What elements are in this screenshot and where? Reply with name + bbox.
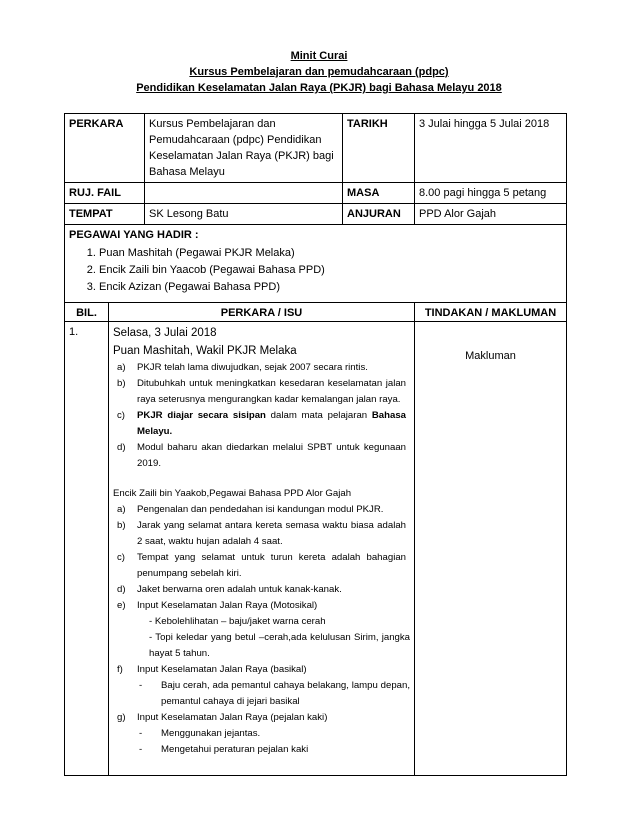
col-bil: BIL.	[65, 303, 109, 322]
ruj-label: RUJ. FAIL	[65, 183, 145, 204]
row-perkara-cell	[109, 322, 415, 776]
row-tindakan: Makluman	[415, 322, 567, 776]
point-item: a) Pengenalan dan pendedahan isi kandungan modul PKJR.	[117, 504, 384, 515]
col-tindakan: TINDAKAN / MAKLUMAN	[415, 303, 567, 322]
minutes-table	[64, 113, 567, 776]
tempat-value: SK Lesong Batu	[145, 204, 343, 225]
ruj-value	[145, 183, 343, 204]
point-item: d) Modul baharu akan diedarkan melalui SPBT untuk kegunaan 2019.	[117, 442, 406, 469]
point-item: f) Input Keselamatan Jalan Raya (basikal)	[117, 664, 307, 675]
masa-value: 8.00 pagi hingga 5 petang	[415, 183, 567, 204]
hadir-cell	[65, 225, 567, 303]
point-item: c) PKJR diajar secara sisipan dalam mata pelajaran Bahasa Melayu.	[117, 410, 407, 437]
speaker-2: Encik Zaili bin Yaakob,Pegawai Bahasa PPD Alor Gajah	[113, 488, 352, 499]
masa-label: MASA	[343, 183, 415, 204]
hadir-label: PEGAWAI YANG HADIR :	[69, 229, 199, 241]
anjuran-value: PPD Alor Gajah	[415, 204, 567, 225]
column-header-row	[65, 303, 567, 322]
ruj-row	[65, 183, 567, 204]
sub-point: - Mengetahui peraturan pejalan kaki	[139, 744, 309, 755]
hadir-item: 1. Puan Mashitah (Pegawai PKJR Melaka)	[99, 245, 562, 262]
point-item: b) Jarak yang selamat antara kereta semasa waktu biasa adalah 2 saat, waktu hujan adalah 4 saat.	[117, 520, 406, 547]
doc-title: Minit Curai	[290, 50, 348, 62]
hadir-row	[65, 225, 567, 303]
tempat-row	[65, 204, 567, 225]
sub-point: - Topi keledar yang betul –cerah,ada kelulusan Sirim, jangka hayat 5 tahun.	[149, 632, 410, 659]
point-item: e) Input Keselamatan Jalan Raya (Motosikal)	[117, 600, 318, 611]
hadir-item: 3. Encik Azizan (Pegawai Bahasa PPD)	[99, 279, 562, 296]
sub-point: - Menggunakan jejantas.	[139, 728, 261, 739]
doc-subtitle-2: Pendidikan Keselamatan Jalan Raya (PKJR) bagi Bahasa Melayu 2018	[136, 82, 502, 94]
point-item: c) Tempat yang selamat untuk turun kereta adalah bahagian penumpang sebelah kiri.	[117, 552, 406, 579]
point-item: d) Jaket berwarna oren adalah untuk kanak-kanak.	[117, 584, 342, 595]
anjuran-label: ANJURAN	[343, 204, 415, 225]
tempat-label: TEMPAT	[65, 204, 145, 225]
minutes-row-1	[65, 322, 567, 776]
row-bil: 1.	[65, 322, 109, 776]
perkara-label: PERKARA	[65, 114, 145, 183]
perkara-row	[65, 114, 567, 183]
point-item: a) PKJR telah lama diwujudkan, sejak 2007 secara rintis.	[117, 362, 368, 373]
sub-point: - Kebolehlihatan – baju/jaket warna cerah	[149, 616, 326, 627]
hadir-item: 2. Encik Zaili bin Yaacob (Pegawai Bahasa PPD)	[99, 262, 562, 279]
meeting-date: Selasa, 3 Julai 2018	[113, 327, 217, 339]
tarikh-label: TARIKH	[343, 114, 415, 183]
point-item: b) Ditubuhkah untuk meningkatkan kesedaran keselamatan jalan raya seterusnya mengurangkan kadar kemalangan jalan raya.	[117, 378, 406, 405]
perkara-value: Kursus Pembelajaran dan Pemudahcaraan (pdpc) Pendidikan Keselamatan Jalan Raya (PKJR) bagi Bahasa Melayu	[145, 114, 343, 183]
col-perkara: PERKARA / ISU	[109, 303, 415, 322]
speaker-1-points	[113, 360, 410, 758]
tarikh-value: 3 Julai hingga 5 Julai 2018	[415, 114, 567, 183]
speaker-1: Puan Mashitah, Wakil PKJR Melaka	[113, 345, 297, 357]
document-titles	[0, 48, 638, 96]
doc-subtitle-1: Kursus Pembelajaran dan pemudahcaraan (pdpc)	[189, 66, 449, 78]
sub-point: - Baju cerah, ada pemantul cahaya belakang, lampu depan, pemantul cahaya di jejari basikal	[139, 680, 410, 707]
hadir-list	[69, 245, 562, 296]
point-item: g) Input Keselamatan Jalan Raya (pejalan kaki)	[117, 712, 328, 723]
